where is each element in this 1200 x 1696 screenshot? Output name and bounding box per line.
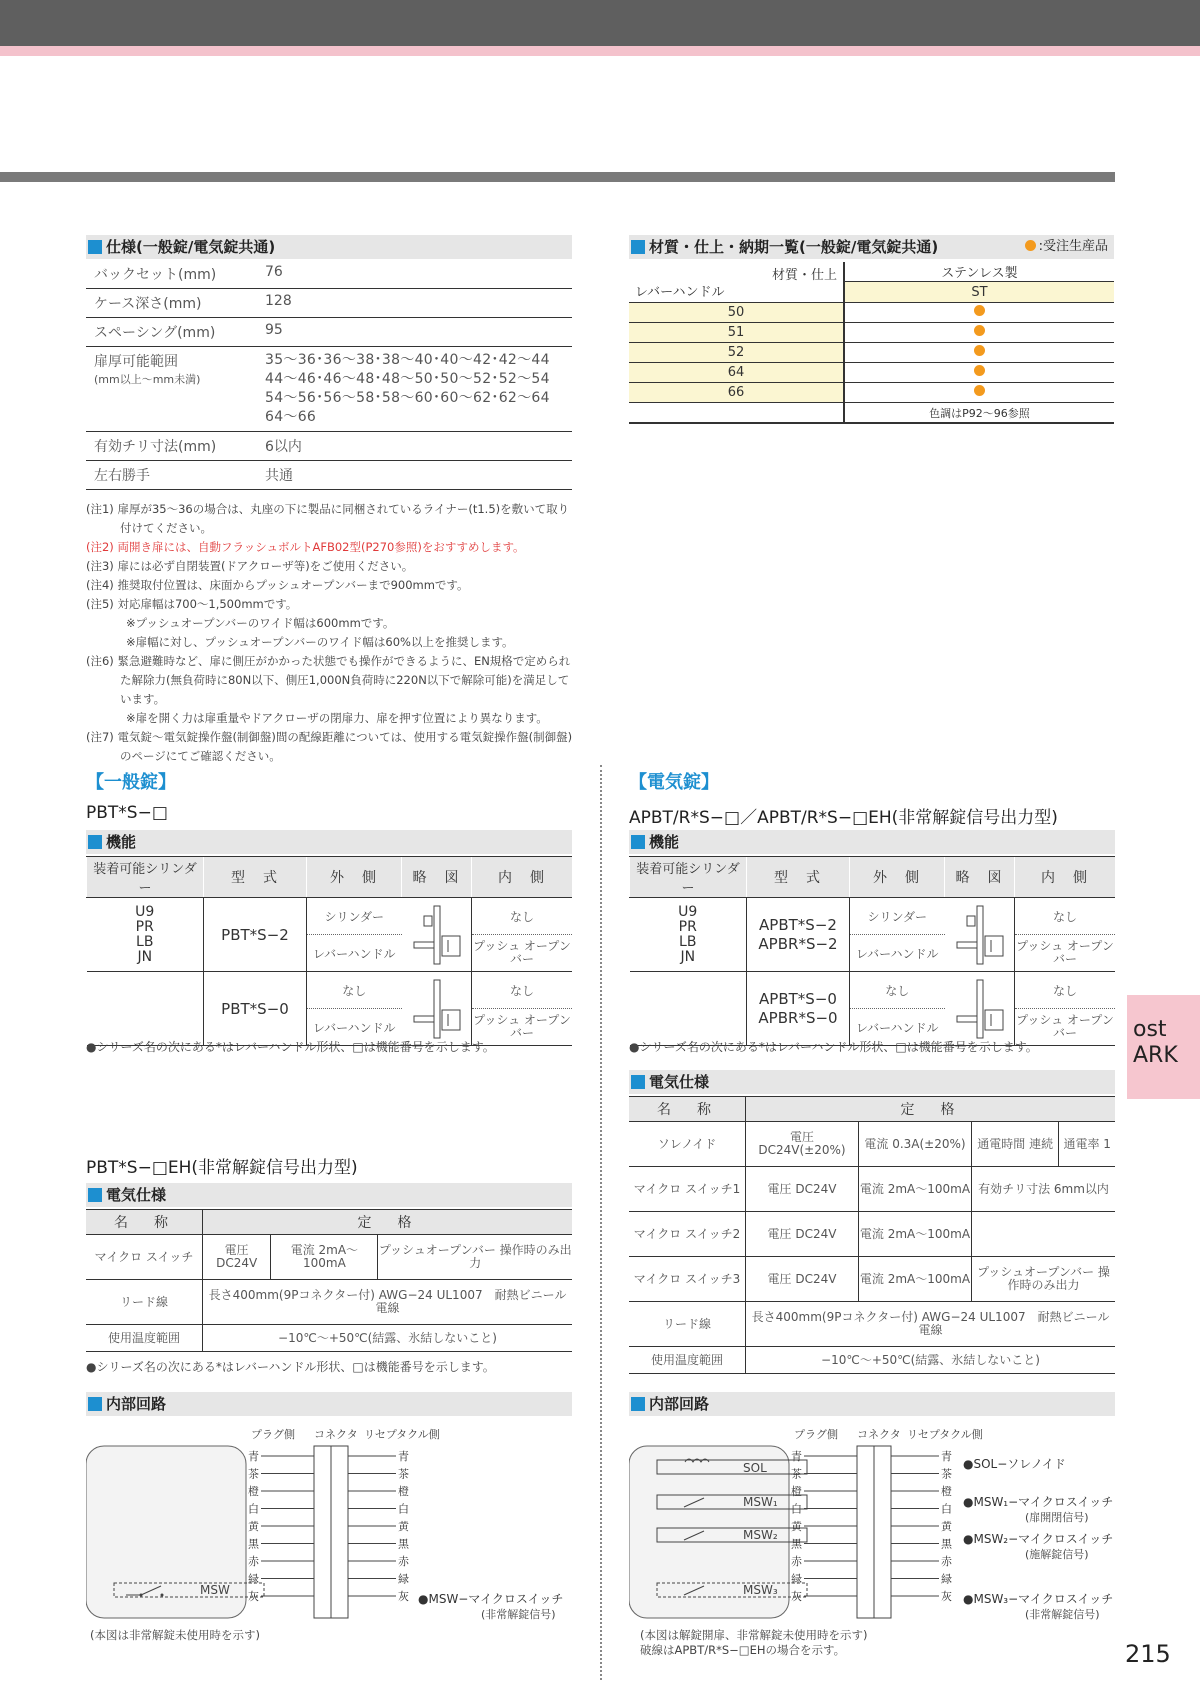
side-tab-line: ARK bbox=[1133, 1043, 1178, 1068]
elec-value: 電流 0.3A(±20%) bbox=[859, 1122, 972, 1167]
cylinder-text: U9 PR LB JN bbox=[678, 903, 698, 965]
circuit-title: 内部回路 bbox=[649, 1395, 710, 1413]
lever-code: 52 bbox=[629, 343, 844, 363]
wire-color-label: 橙 bbox=[398, 1485, 409, 1498]
lock-sketch-icon bbox=[949, 902, 1009, 968]
wire-color-label: 黄 bbox=[398, 1520, 409, 1533]
left-func-heading bbox=[86, 830, 572, 854]
outside-cell: レバーハンドル bbox=[850, 1009, 945, 1046]
left-circuit-heading bbox=[86, 1392, 572, 1416]
elec-value: −10℃〜+50℃(結露、氷結しないこと) bbox=[203, 1325, 573, 1352]
note: (注4) 推奨取付位置は、床面からプッシュオープンバーまで900mmです。 bbox=[86, 578, 469, 592]
elec-value: 長さ400mm(9Pコネクター付) AWG−24 UL1007 耐熱ビニール電線 bbox=[203, 1280, 573, 1325]
outside-cell: レバーハンドル bbox=[850, 935, 945, 972]
availability bbox=[844, 383, 1114, 403]
wire-color-label: 緑 bbox=[248, 1572, 259, 1586]
inside-cell: なし bbox=[1015, 972, 1116, 1009]
spec-key: 有効チリ寸法(mm) bbox=[86, 432, 257, 461]
wire-color-label: 灰 bbox=[398, 1590, 409, 1603]
outside-cell: レバーハンドル bbox=[307, 1009, 402, 1046]
table-row bbox=[629, 303, 1114, 323]
model-cell bbox=[747, 972, 850, 1046]
elec-value: 電圧 DC24V bbox=[746, 1257, 859, 1302]
model-text: APBT*S−0 APBR*S−0 bbox=[758, 989, 838, 1027]
note: (注5) 対応扉幅は700〜1,500mmです。 bbox=[86, 597, 298, 611]
part-note: ●MSW₂−マイクロスイッチ bbox=[963, 1532, 1114, 1546]
wire-color-label: 白 bbox=[791, 1502, 802, 1516]
cylinder-text: U9 PR LB JN bbox=[135, 903, 155, 965]
sketch-cell bbox=[945, 898, 1015, 972]
order-dot-icon bbox=[974, 385, 985, 396]
col-header: 略 図 bbox=[945, 857, 1015, 898]
electric-lock-heading: 【電気錠】 bbox=[629, 772, 719, 793]
col-header: 略 図 bbox=[402, 857, 472, 898]
spec-key-sub: (mm以上〜mm未満) bbox=[94, 373, 201, 386]
right-func-heading bbox=[629, 830, 1115, 854]
table-row bbox=[86, 318, 572, 347]
part-label: MSW₂ bbox=[743, 1528, 778, 1542]
note: ※扉を開く力は扉重量やドアクローザの閉扉力、扉を押す位置により異なります。 bbox=[126, 711, 548, 725]
wire-color-label: 黒 bbox=[791, 1537, 802, 1551]
wire-color-label: 黄 bbox=[941, 1520, 952, 1533]
spec-value: 6以内 bbox=[257, 432, 572, 461]
inside-cell: プッシュ オープンバー bbox=[472, 935, 573, 972]
elec-value: 通電率 1 bbox=[1059, 1122, 1115, 1167]
wire-color-label: 黄 bbox=[791, 1520, 802, 1533]
wire-color-label: 茶 bbox=[791, 1467, 802, 1481]
spec-key: スペーシング(mm) bbox=[86, 318, 257, 347]
col-material: ステンレス製 bbox=[844, 262, 1114, 282]
wire-color-label: 赤 bbox=[248, 1555, 259, 1568]
wire-color-label: 青 bbox=[248, 1450, 259, 1463]
part-label: MSW₁ bbox=[743, 1495, 778, 1509]
table-row bbox=[630, 972, 1116, 1009]
lock-sketch-icon bbox=[949, 976, 1009, 1042]
spec-key-main: 扉厚可能範囲 bbox=[94, 354, 178, 370]
col-header: 装着可能シリンダー bbox=[87, 857, 204, 898]
left-elec-table bbox=[86, 1209, 572, 1352]
col-header: 外 側 bbox=[307, 857, 402, 898]
material-note: 色調はP92〜96参照 bbox=[844, 403, 1114, 424]
outside-cell: シリンダー bbox=[850, 898, 945, 935]
availability bbox=[844, 323, 1114, 343]
elec-name: マイクロ スイッチ3 bbox=[629, 1257, 746, 1302]
inside-cell: プッシュ オープンバー bbox=[1015, 935, 1116, 972]
sketch-cell bbox=[402, 898, 472, 972]
model-cell: PBT*S−0 bbox=[204, 972, 307, 1046]
elec-value: 電圧 DC24V bbox=[203, 1235, 271, 1280]
func-title: 機能 bbox=[649, 833, 680, 851]
note: (注1) 扉厚が35〜36の場合は、丸座の下に製品に同梱されているライナー(t1.5)を敷いて取り付けてください。 bbox=[86, 502, 570, 535]
wire-color-label: 茶 bbox=[398, 1467, 409, 1481]
wire-color-label: 黒 bbox=[941, 1537, 952, 1551]
side-tab-line: ost bbox=[1133, 1017, 1167, 1042]
part-note: ●MSW₃−マイクロスイッチ bbox=[963, 1592, 1114, 1606]
wire-color-label: 青 bbox=[398, 1450, 409, 1463]
table-header bbox=[87, 857, 573, 898]
right-circuit-heading bbox=[629, 1392, 1115, 1416]
right-elec-table bbox=[629, 1096, 1115, 1374]
elec-value: 電流 2mA〜100mA bbox=[859, 1257, 972, 1302]
table-row bbox=[629, 1167, 1115, 1212]
col-header: 名 称 bbox=[86, 1210, 203, 1235]
legend-label: :受注生産品 bbox=[1038, 239, 1108, 254]
part-note: ●SOL−ソレノイド bbox=[963, 1457, 1066, 1471]
top-bar bbox=[0, 0, 1200, 46]
lever-code: 66 bbox=[629, 383, 844, 403]
model-cell: PBT*S−2 bbox=[204, 898, 307, 972]
table-row bbox=[629, 403, 1114, 424]
receptacle-label: リセプタクル側 bbox=[364, 1428, 440, 1441]
wire-color-label: 緑 bbox=[791, 1572, 802, 1586]
wire-color-label: 緑 bbox=[941, 1572, 952, 1586]
table-row bbox=[629, 262, 1114, 282]
lock-sketch-icon bbox=[406, 976, 466, 1042]
elec-value: 電圧 DC24V(±20%) bbox=[746, 1122, 859, 1167]
cylinder-blank bbox=[630, 972, 747, 1046]
col-header: 外 側 bbox=[850, 857, 945, 898]
spec-key: ケース深さ(mm) bbox=[86, 289, 257, 318]
spec-key: バックセット(mm) bbox=[86, 260, 257, 289]
elec-title: 電気仕様 bbox=[649, 1073, 710, 1091]
plug-label: プラグ側 bbox=[251, 1428, 295, 1441]
table-row bbox=[629, 1122, 1115, 1167]
table-row bbox=[629, 1302, 1115, 1347]
availability bbox=[844, 363, 1114, 383]
model-cell bbox=[747, 898, 850, 972]
wire-color-label: 青 bbox=[941, 1450, 952, 1463]
func-title: 機能 bbox=[106, 833, 137, 851]
spec-value: 35〜36･36〜38･38〜40･40〜42･42〜44 44〜46･46〜48･48〜50･50〜52･52〜54 54〜56･56〜58･58〜60･60〜62･62〜64 64〜66 bbox=[257, 347, 572, 432]
left-remark-2: ●シリーズ名の次にある*はレバーハンドル形状、□は機能番号を示します。 bbox=[86, 1360, 495, 1374]
notes bbox=[86, 500, 576, 766]
lever-code: 51 bbox=[629, 323, 844, 343]
elec-value: −10℃〜+50℃(結露、氷結しないこと) bbox=[746, 1347, 1116, 1374]
sketch-cell bbox=[945, 972, 1015, 1046]
note: (注7) 電気錠〜電気錠操作盤(制御盤)間の配線距離については、使用する電気錠操作盤(制御盤)のページにてご確認ください。 bbox=[86, 730, 573, 763]
elec-name: リード線 bbox=[629, 1302, 746, 1347]
caption-line: 破線はAPBT/R*S−□EHの場合を示す。 bbox=[640, 1643, 846, 1657]
blank-cell bbox=[629, 403, 844, 424]
spec-key: 左右勝手 bbox=[86, 461, 257, 490]
part-note-sub: (扉開閉信号) bbox=[1025, 1511, 1089, 1524]
table-row bbox=[86, 1325, 572, 1352]
general-lock-heading: 【一般錠】 bbox=[86, 772, 176, 793]
col-finish: ST bbox=[844, 282, 1114, 303]
side-tab bbox=[1127, 995, 1200, 1099]
elec-name: 使用温度範囲 bbox=[86, 1325, 203, 1352]
elec-value bbox=[972, 1212, 1116, 1257]
wire-color-label: 赤 bbox=[941, 1555, 952, 1568]
left-function-table bbox=[86, 856, 572, 1046]
lever-code: 64 bbox=[629, 363, 844, 383]
elec-value: 電圧 DC24V bbox=[746, 1167, 859, 1212]
order-dot-icon bbox=[974, 345, 985, 356]
wire-color-label: 黒 bbox=[398, 1537, 409, 1551]
table-row bbox=[629, 1347, 1115, 1374]
part-label: SOL bbox=[743, 1461, 767, 1475]
material-heading bbox=[629, 235, 1114, 259]
wire-color-label: 白 bbox=[248, 1502, 259, 1516]
diagonal-header bbox=[629, 262, 844, 303]
table-row bbox=[87, 898, 573, 935]
table-row bbox=[629, 383, 1114, 403]
spec-value: 76 bbox=[257, 260, 572, 289]
outside-cell: シリンダー bbox=[307, 898, 402, 935]
spec-value: 95 bbox=[257, 318, 572, 347]
right-caption bbox=[640, 1628, 867, 1658]
inside-cell: なし bbox=[1015, 898, 1116, 935]
left-elec-heading bbox=[86, 1183, 572, 1207]
elec-name: マイクロ スイッチ1 bbox=[629, 1167, 746, 1212]
wire-color-label: 白 bbox=[941, 1502, 952, 1516]
table-header bbox=[630, 857, 1116, 898]
table-header bbox=[629, 1097, 1115, 1122]
wire-color-label: 橙 bbox=[791, 1485, 802, 1498]
col-head-left: レバーハンドル bbox=[635, 285, 725, 300]
legend bbox=[1025, 235, 1108, 259]
availability bbox=[844, 303, 1114, 323]
right-model: APBT/R*S−□／APBT/R*S−□EH(非常解錠信号出力型) bbox=[629, 808, 1058, 828]
circuit-title: 内部回路 bbox=[106, 1395, 167, 1413]
part-note: ●MSW₁−マイクロスイッチ bbox=[963, 1495, 1114, 1509]
col-header: 装着可能シリンダー bbox=[630, 857, 747, 898]
elec-value: 長さ400mm(9Pコネクター付) AWG−24 UL1007 耐熱ビニール電線 bbox=[746, 1302, 1116, 1347]
material-table bbox=[629, 262, 1114, 424]
right-circuit-diagram bbox=[629, 1420, 1119, 1620]
elec-value: 通電時間 連続 bbox=[972, 1122, 1059, 1167]
wire-color-label: 黄 bbox=[248, 1520, 259, 1533]
part-note-sub: (施解錠信号) bbox=[1025, 1548, 1089, 1561]
col-header: 型 式 bbox=[204, 857, 307, 898]
outside-cell: レバーハンドル bbox=[307, 935, 402, 972]
table-header bbox=[86, 1210, 572, 1235]
elec-value: 電流 2mA〜100mA bbox=[859, 1212, 972, 1257]
left-remark: ●シリーズ名の次にある*はレバーハンドル形状、□は機能番号を示します。 bbox=[86, 1040, 495, 1054]
inside-cell: プッシュ オープンバー bbox=[472, 1009, 573, 1046]
table-row bbox=[629, 343, 1114, 363]
wire-color-label: 橙 bbox=[941, 1485, 952, 1498]
connector-label: コネクタ bbox=[857, 1428, 901, 1441]
inside-cell: なし bbox=[472, 972, 573, 1009]
cylinder-list bbox=[87, 898, 204, 972]
part-note-sub: (非常解錠信号) bbox=[1025, 1608, 1100, 1620]
col-header: 名 称 bbox=[629, 1097, 746, 1122]
wire-color-label: 橙 bbox=[248, 1485, 259, 1498]
table-row bbox=[86, 432, 572, 461]
table-row bbox=[86, 347, 572, 432]
sketch-cell bbox=[402, 972, 472, 1046]
wire-color-label: 青 bbox=[791, 1450, 802, 1463]
elec-value: 電流 2mA〜100mA bbox=[859, 1167, 972, 1212]
availability bbox=[844, 343, 1114, 363]
table-row bbox=[86, 260, 572, 289]
wire-color-label: 茶 bbox=[941, 1467, 952, 1481]
connector-label: コネクタ bbox=[314, 1428, 358, 1441]
table-row bbox=[629, 363, 1114, 383]
elec-name: マイクロ スイッチ2 bbox=[629, 1212, 746, 1257]
inside-cell: なし bbox=[472, 898, 573, 935]
elec-name: ソレノイド bbox=[629, 1122, 746, 1167]
table-row bbox=[86, 289, 572, 318]
column-divider bbox=[600, 765, 602, 1680]
table-row bbox=[629, 323, 1114, 343]
page-number: 215 bbox=[1125, 1640, 1171, 1668]
pink-band bbox=[0, 46, 1200, 56]
table-row bbox=[86, 1280, 572, 1325]
spec-value: 共通 bbox=[257, 461, 572, 490]
spec-title: 仕様(一般錠/電気錠共通) bbox=[106, 238, 276, 256]
elec-value: 有効チリ寸法 6mm以内 bbox=[972, 1167, 1116, 1212]
order-dot-icon bbox=[974, 365, 985, 376]
note: ※プッシュオープンバーのワイド幅は600mmです。 bbox=[126, 616, 395, 630]
table-row bbox=[86, 461, 572, 490]
caption-line: (本図は解錠開扉、非常解錠未使用時を示す) bbox=[640, 1628, 868, 1642]
spec-heading bbox=[86, 235, 572, 259]
wire-color-label: 緑 bbox=[398, 1572, 409, 1586]
switch-note-sub: (非常解錠信号) bbox=[481, 1608, 556, 1620]
order-dot-icon bbox=[974, 325, 985, 336]
note: (注3) 扉には必ず自閉装置(ドアクローザ等)をご使用ください。 bbox=[86, 559, 414, 573]
outside-cell: なし bbox=[850, 972, 945, 1009]
wire-color-label: 灰 bbox=[791, 1590, 802, 1603]
elec-name: マイクロ スイッチ bbox=[86, 1235, 203, 1280]
elec-name: リード線 bbox=[86, 1280, 203, 1325]
elec-name: 使用温度範囲 bbox=[629, 1347, 746, 1374]
elec-title: 電気仕様 bbox=[106, 1186, 167, 1204]
right-function-table bbox=[629, 856, 1115, 1046]
wire-color-label: 黒 bbox=[248, 1537, 259, 1551]
outside-cell: なし bbox=[307, 972, 402, 1009]
cylinder-blank bbox=[87, 972, 204, 1046]
switch-note: ●MSW−マイクロスイッチ bbox=[418, 1592, 564, 1606]
note: ※扉幅に対し、プッシュオープンバーのワイド幅は60%以上を推奨します。 bbox=[126, 635, 514, 649]
material-title: 材質・仕上・納期一覧(一般錠/電気錠共通) bbox=[649, 238, 939, 256]
elec-value: 電流 2mA〜100mA bbox=[271, 1235, 378, 1280]
part-label: MSW₃ bbox=[743, 1583, 778, 1597]
order-dot-icon bbox=[1025, 240, 1036, 251]
table-row bbox=[629, 1212, 1115, 1257]
note: (注2) 両開き扉には、自動フラッシュボルトAFB02型(P270参照)をおすすめします。 bbox=[86, 540, 525, 554]
elec-value: プッシュオープンバー 操作時のみ出力 bbox=[972, 1257, 1116, 1302]
elec-value: プッシュオープンバー 操作時のみ出力 bbox=[378, 1235, 572, 1280]
left-model: PBT*S−□ bbox=[86, 803, 168, 823]
cylinder-list bbox=[630, 898, 747, 972]
elec-value: 電圧 DC24V bbox=[746, 1212, 859, 1257]
note: (注6) 緊急避難時など、扉に側圧がかかった状態でも操作ができるように、EN規格で定められた解除力(無負荷時に80N以下、側圧1,000N負荷時に220N以下で解除可能)を満足しています。 bbox=[86, 654, 571, 706]
inside-cell: プッシュ オープンバー bbox=[1015, 1009, 1116, 1046]
left-model-eh: PBT*S−□EH(非常解錠信号出力型) bbox=[86, 1158, 358, 1178]
wire-color-label: 赤 bbox=[791, 1555, 802, 1568]
col-head-top: 材質・仕上 bbox=[771, 268, 837, 283]
wire-color-label: 灰 bbox=[941, 1590, 952, 1603]
plug-label: プラグ側 bbox=[794, 1428, 838, 1441]
lever-code: 50 bbox=[629, 303, 844, 323]
receptacle-label: リセプタクル側 bbox=[907, 1428, 983, 1441]
lock-sketch-icon bbox=[406, 902, 466, 968]
col-header: 定 格 bbox=[746, 1097, 1116, 1122]
spec-key bbox=[86, 347, 257, 432]
spec-table bbox=[86, 260, 572, 490]
model-text: APBT*S−2 APBR*S−2 bbox=[758, 915, 838, 953]
table-row bbox=[86, 1235, 572, 1280]
wire-color-label: 白 bbox=[398, 1502, 409, 1516]
switch-label: MSW bbox=[200, 1583, 230, 1597]
table-row bbox=[630, 898, 1116, 935]
wire-color-label: 茶 bbox=[248, 1467, 259, 1481]
left-caption: (本図は非常解錠未使用時を示す) bbox=[90, 1628, 260, 1642]
wire-color-label: 赤 bbox=[398, 1555, 409, 1568]
col-header: 内 側 bbox=[1015, 857, 1116, 898]
spec-value: 128 bbox=[257, 289, 572, 318]
col-header: 定 格 bbox=[203, 1210, 573, 1235]
left-circuit-diagram bbox=[86, 1420, 576, 1620]
table-row bbox=[87, 972, 573, 1009]
section-bar bbox=[0, 172, 1115, 182]
right-remark: ●シリーズ名の次にある*はレバーハンドル形状、□は機能番号を示します。 bbox=[629, 1040, 1038, 1054]
table-row bbox=[629, 1257, 1115, 1302]
order-dot-icon bbox=[974, 305, 985, 316]
col-header: 内 側 bbox=[472, 857, 573, 898]
right-elec-heading bbox=[629, 1070, 1115, 1094]
wire-color-label: 灰 bbox=[248, 1590, 259, 1603]
col-header: 型 式 bbox=[747, 857, 850, 898]
